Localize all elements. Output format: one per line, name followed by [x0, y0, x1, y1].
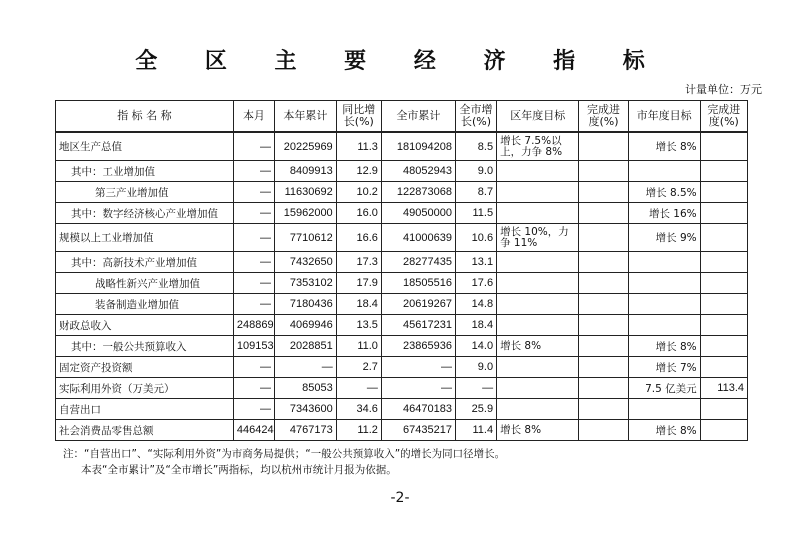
- cell-yoy: 11.0: [336, 336, 381, 357]
- cell-city-target: [628, 315, 700, 336]
- cell-progress: [579, 315, 628, 336]
- cell-district-target: [497, 399, 579, 420]
- cell-month: —: [233, 294, 274, 315]
- footnotes: [63, 446, 505, 478]
- cell-city-ytd: —: [381, 378, 455, 399]
- cell-ytd: 7343600: [275, 399, 337, 420]
- cell-ytd: 7180436: [275, 294, 337, 315]
- table-row: [56, 161, 748, 182]
- cell-city-target: [628, 399, 700, 420]
- cell-district-target: [497, 378, 579, 399]
- cell-ytd: 8409913: [275, 161, 337, 182]
- cell-name: 财政总收入: [56, 315, 234, 336]
- cell-city-progress: [700, 420, 747, 441]
- cell-ytd: 20225969: [275, 132, 337, 161]
- cell-ytd: 4767173: [275, 420, 337, 441]
- cell-city-ytd: 67435217: [381, 420, 455, 441]
- cell-city-ytd: 45617231: [381, 315, 455, 336]
- cell-city-ytd: 20619267: [381, 294, 455, 315]
- col-header: 市年度目标: [628, 101, 700, 133]
- cell-city-ytd: 28277435: [381, 252, 455, 273]
- cell-name: 装备制造业增加值: [56, 294, 234, 315]
- cell-city-progress: [700, 357, 747, 378]
- cell-progress: [579, 273, 628, 294]
- cell-city-growth: 13.1: [455, 252, 496, 273]
- table-row: [56, 336, 748, 357]
- cell-name: 规模以上工业增加值: [56, 224, 234, 252]
- cell-name: 自营出口: [56, 399, 234, 420]
- footnote: 注：“自营出口”、“实际利用外资”为市商务局提供；“一般公共预算收入”的增长为同口径增长。: [63, 448, 506, 460]
- cell-month: —: [233, 203, 274, 224]
- cell-progress: [579, 252, 628, 273]
- cell-progress: [579, 182, 628, 203]
- cell-district-target: [497, 315, 579, 336]
- cell-progress: [579, 294, 628, 315]
- cell-city-target: [628, 161, 700, 182]
- cell-name: 其中：工业增加值: [56, 161, 234, 182]
- table-row: [56, 252, 748, 273]
- cell-district-target: 增长 8%: [497, 420, 579, 441]
- cell-ytd: 85053: [275, 378, 337, 399]
- cell-name: 其中：数字经济核心产业增加值: [56, 203, 234, 224]
- cell-city-growth: 14.8: [455, 294, 496, 315]
- cell-city-target: [628, 252, 700, 273]
- cell-city-target: [628, 294, 700, 315]
- cell-yoy: 18.4: [336, 294, 381, 315]
- unit-label: 计量单位：万元: [685, 83, 762, 96]
- cell-city-target: 增长 8%: [628, 420, 700, 441]
- cell-month: —: [233, 357, 274, 378]
- table-row: [56, 378, 748, 399]
- cell-city-progress: [700, 161, 747, 182]
- table-row: [56, 132, 748, 161]
- cell-city-target: [628, 273, 700, 294]
- cell-city-progress: [700, 315, 747, 336]
- cell-name: 其中：高新技术产业增加值: [56, 252, 234, 273]
- cell-name: 社会消费品零售总额: [56, 420, 234, 441]
- cell-city-growth: 25.9: [455, 399, 496, 420]
- cell-name: 战略性新兴产业增加值: [56, 273, 234, 294]
- cell-city-growth: 17.6: [455, 273, 496, 294]
- cell-month: —: [233, 182, 274, 203]
- cell-ytd: 11630692: [275, 182, 337, 203]
- cell-city-ytd: 48052943: [381, 161, 455, 182]
- col-header: 完成进度(%): [579, 101, 628, 133]
- cell-city-target: 增长 8.5%: [628, 182, 700, 203]
- col-header: 本月: [233, 101, 274, 133]
- cell-district-target: 增长 10%，力争 11%: [497, 224, 579, 252]
- cell-ytd: 15962000: [275, 203, 337, 224]
- cell-city-ytd: 181094208: [381, 132, 455, 161]
- cell-name: 实际利用外资（万美元）: [56, 378, 234, 399]
- cell-city-ytd: 49050000: [381, 203, 455, 224]
- col-header: 区年度目标: [497, 101, 579, 133]
- cell-city-target: 增长 7%: [628, 357, 700, 378]
- cell-city-growth: 18.4: [455, 315, 496, 336]
- cell-yoy: 12.9: [336, 161, 381, 182]
- cell-district-target: [497, 294, 579, 315]
- page-title: 全 区 主 要 经 济 指 标: [135, 49, 665, 74]
- page-number: -2-: [390, 490, 410, 506]
- cell-city-progress: [700, 252, 747, 273]
- cell-city-progress: [700, 224, 747, 252]
- cell-district-target: 增长 8%: [497, 336, 579, 357]
- cell-city-target: 增长 16%: [628, 203, 700, 224]
- cell-month: 248869: [233, 315, 274, 336]
- cell-month: —: [233, 273, 274, 294]
- cell-progress: [579, 399, 628, 420]
- cell-city-progress: [700, 336, 747, 357]
- cell-yoy: 17.3: [336, 252, 381, 273]
- cell-city-progress: [700, 132, 747, 161]
- cell-yoy: 13.5: [336, 315, 381, 336]
- cell-district-target: [497, 182, 579, 203]
- cell-ytd: —: [275, 357, 337, 378]
- cell-district-target: [497, 252, 579, 273]
- cell-ytd: 4069946: [275, 315, 337, 336]
- cell-city-progress: [700, 399, 747, 420]
- cell-progress: [579, 378, 628, 399]
- cell-yoy: 17.9: [336, 273, 381, 294]
- cell-yoy: 2.7: [336, 357, 381, 378]
- cell-yoy: 16.0: [336, 203, 381, 224]
- cell-city-progress: [700, 273, 747, 294]
- cell-city-growth: 8.7: [455, 182, 496, 203]
- cell-month: —: [233, 378, 274, 399]
- table-row: [56, 357, 748, 378]
- cell-yoy: 11.2: [336, 420, 381, 441]
- table-row: [56, 315, 748, 336]
- cell-city-target: 增长 9%: [628, 224, 700, 252]
- cell-ytd: 7432650: [275, 252, 337, 273]
- table-row: [56, 182, 748, 203]
- cell-name: 地区生产总值: [56, 132, 234, 161]
- cell-progress: [579, 161, 628, 182]
- cell-city-target: 7.5 亿美元: [628, 378, 700, 399]
- cell-city-ytd: 122873068: [381, 182, 455, 203]
- cell-city-ytd: 23865936: [381, 336, 455, 357]
- cell-city-growth: 14.0: [455, 336, 496, 357]
- cell-city-progress: [700, 203, 747, 224]
- cell-city-progress: [700, 182, 747, 203]
- col-header: 同比增长(%): [336, 101, 381, 133]
- cell-yoy: 11.3: [336, 132, 381, 161]
- cell-name: 第三产业增加值: [56, 182, 234, 203]
- cell-progress: [579, 420, 628, 441]
- cell-city-growth: 11.4: [455, 420, 496, 441]
- header-row: [56, 101, 748, 133]
- cell-city-target: 增长 8%: [628, 132, 700, 161]
- cell-month: —: [233, 161, 274, 182]
- table-row: [56, 273, 748, 294]
- table-row: [56, 203, 748, 224]
- cell-ytd: 7710612: [275, 224, 337, 252]
- cell-yoy: 34.6: [336, 399, 381, 420]
- footnote: 本表“全市累计”及“全市增长”两指标，均以杭州市统计月报为依据。: [81, 464, 397, 476]
- cell-city-growth: 8.5: [455, 132, 496, 161]
- col-header: 完成进度(%): [700, 101, 747, 133]
- cell-yoy: —: [336, 378, 381, 399]
- cell-district-target: [497, 273, 579, 294]
- cell-city-progress: [700, 294, 747, 315]
- cell-city-growth: 11.5: [455, 203, 496, 224]
- cell-progress: [579, 357, 628, 378]
- cell-yoy: 10.2: [336, 182, 381, 203]
- cell-month: —: [233, 224, 274, 252]
- cell-district-target: 增长 7.5%以上，力争 8%: [497, 132, 579, 161]
- cell-yoy: 16.6: [336, 224, 381, 252]
- cell-district-target: [497, 161, 579, 182]
- cell-month: —: [233, 399, 274, 420]
- table-row: [56, 420, 748, 441]
- col-header: 全市增长(%): [455, 101, 496, 133]
- cell-month: —: [233, 132, 274, 161]
- table-row: [56, 294, 748, 315]
- cell-progress: [579, 203, 628, 224]
- indicators-table: [55, 100, 748, 441]
- cell-city-progress: 113.4: [700, 378, 747, 399]
- table-row: [56, 224, 748, 252]
- cell-progress: [579, 224, 628, 252]
- cell-name: 其中：一般公共预算收入: [56, 336, 234, 357]
- cell-progress: [579, 132, 628, 161]
- cell-month: 446424: [233, 420, 274, 441]
- cell-progress: [579, 336, 628, 357]
- cell-city-growth: 9.0: [455, 357, 496, 378]
- cell-name: 固定资产投资额: [56, 357, 234, 378]
- cell-city-ytd: 46470183: [381, 399, 455, 420]
- cell-city-target: 增长 8%: [628, 336, 700, 357]
- cell-city-growth: —: [455, 378, 496, 399]
- col-header: 全市累计: [381, 101, 455, 133]
- cell-ytd: 7353102: [275, 273, 337, 294]
- cell-city-ytd: —: [381, 357, 455, 378]
- cell-city-ytd: 18505516: [381, 273, 455, 294]
- cell-month: —: [233, 252, 274, 273]
- cell-ytd: 2028851: [275, 336, 337, 357]
- cell-district-target: [497, 203, 579, 224]
- col-header: 指 标 名 称: [56, 101, 234, 133]
- table-row: [56, 399, 748, 420]
- cell-city-growth: 9.0: [455, 161, 496, 182]
- cell-month: 109153: [233, 336, 274, 357]
- col-header: 本年累计: [275, 101, 337, 133]
- cell-district-target: [497, 357, 579, 378]
- cell-city-ytd: 41000639: [381, 224, 455, 252]
- cell-city-growth: 10.6: [455, 224, 496, 252]
